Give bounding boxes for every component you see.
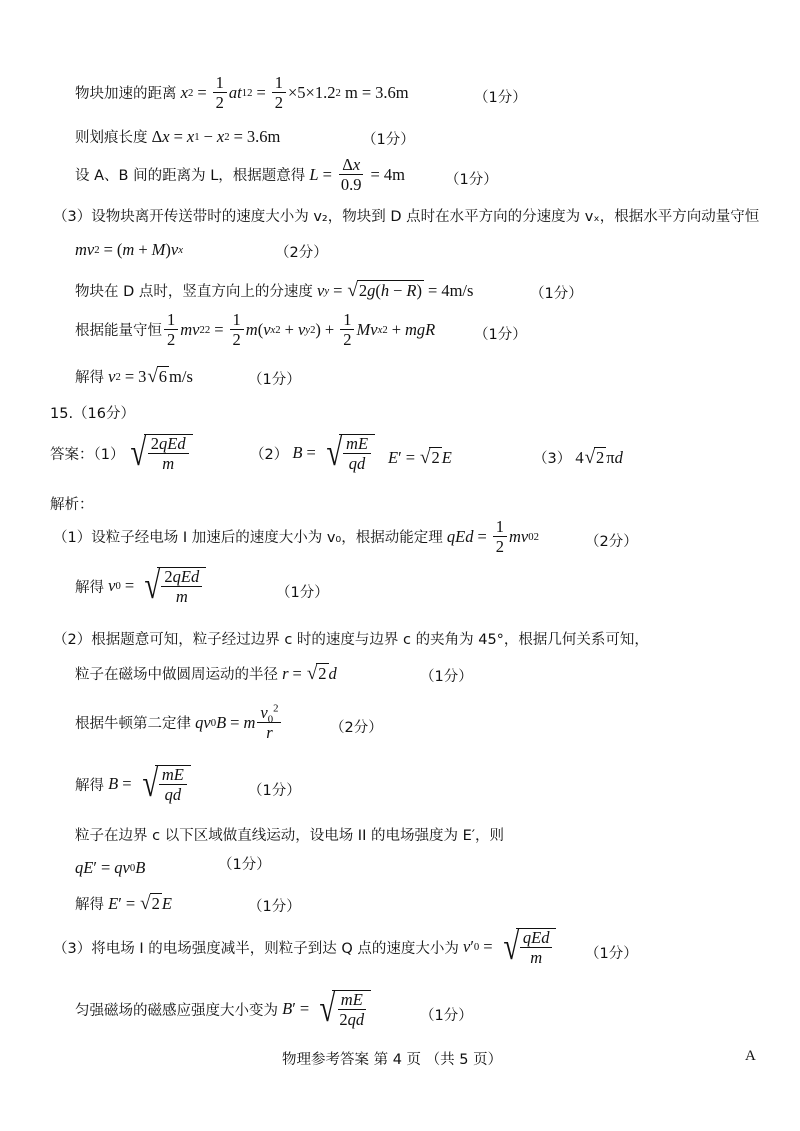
score-8: （2分）	[585, 534, 638, 550]
distance-L-line	[75, 156, 405, 194]
solve-v2-line	[75, 366, 193, 387]
distance-L-label: 设 A、B 间的距离为 L，根据题意得	[75, 168, 306, 185]
newton-label: 根据牛顿第二定律	[75, 716, 191, 733]
solve-B-formula: B = √ $\frac{mE}{qd}$	[104, 765, 191, 804]
score-6: （1分）	[474, 327, 527, 343]
s3-intro-formula: v ′ 0 = √ $\frac{\text{qEd}}{m}$	[459, 928, 557, 967]
vertical-velocity-line	[75, 280, 473, 301]
accel-distance-label: 物块加速的距离	[75, 86, 177, 103]
newton-formula: qv 0 B = m $\frac{v_0^2}{r}$	[191, 704, 283, 742]
score-7: （1分）	[248, 372, 301, 388]
new-field-formula: B ′ = √ $\frac{mE}{2qd}$	[278, 990, 371, 1029]
version-mark: A	[745, 1048, 756, 1064]
score-1: （1分）	[474, 90, 527, 106]
solve-E-label: 解得	[75, 897, 104, 913]
ke-theorem-formula: qEd = $\frac{1}{2}$ mv 0 2	[446, 517, 539, 557]
solve-E-formula: E ′ = √ 2 E	[108, 893, 172, 915]
momentum-formula: mv 2 = ( m + M ) v x	[75, 240, 183, 259]
force-balance-formula: qE ′ = qv 0 B	[75, 858, 146, 877]
score-14: （1分）	[248, 899, 301, 915]
ke-theorem-line	[53, 518, 539, 556]
solve-v2-formula: v 2 = 3 √ 6 m/s	[108, 366, 193, 388]
score-9: （1分）	[276, 585, 329, 601]
score-11: （2分）	[330, 720, 383, 736]
score-4: （2分）	[275, 245, 328, 261]
part3-intro: （3）设物块离开传送带时的速度大小为 v₂，物块到 D 点时在水平方向的分速度为 vₓ，根据水平方向动量守恒	[53, 209, 760, 225]
answer-2: （2） B = √ $\frac{mE}{qd}$	[250, 434, 375, 473]
energy-formula: $\frac{1}{2}$ mv 2 2 = $\frac{1}{2}$ m ( v x 2 + v y 2 ) + $\frac{1}{2}$ Mv x 2 + mgR	[162, 311, 435, 349]
energy-line	[75, 311, 435, 349]
energy-label: 根据能量守恒	[75, 323, 162, 340]
new-field-line	[75, 987, 371, 1030]
scratch-length-line	[75, 126, 280, 147]
page-footer: 物理参考答案 第 4 页 （共 5 页）	[282, 1052, 503, 1068]
solve-v0-label: 解得	[75, 579, 104, 596]
solve-B-label: 解得	[75, 777, 104, 794]
solve-v0-formula: v 0 = √ $\frac{\text{2qEd}}{m}$	[104, 567, 206, 606]
straight-line-text: 粒子在边界 c 以下区域做直线运动，设电场 II 的电场强度为 E′，则	[75, 828, 505, 844]
accel-distance-line	[75, 74, 409, 112]
newton-line	[75, 704, 283, 742]
s3-intro-line	[53, 925, 556, 968]
radius-formula: r = √ 2 d	[282, 663, 337, 685]
answer-2b: E ′ = √ 2 E	[388, 447, 452, 469]
answer-3: （3） 4 √ 2 π d	[533, 447, 623, 469]
score-15: （1分）	[585, 946, 638, 962]
score-5: （1分）	[530, 286, 583, 302]
ke-theorem-label: （1）设粒子经电场 I 加速后的速度大小为 v₀，根据动能定理	[53, 530, 443, 547]
q15-header: 15.（16分）	[50, 406, 136, 422]
scratch-length-label: 则划痕长度	[75, 130, 148, 146]
score-16: （1分）	[420, 1008, 473, 1024]
vertical-velocity-formula: v y = √ 2 g ( h − R ) = 4m/s	[317, 280, 474, 302]
answer-1: 答案：（1） √ $\frac{\text{2qEd}}{m}$	[50, 434, 193, 473]
radius-line	[75, 663, 337, 684]
s3-intro-label: （3）将电场 I 的电场强度减半，则粒子到达 Q 点的速度大小为	[53, 940, 459, 957]
score-13: （1分）	[218, 857, 271, 873]
solve-v2-label: 解得	[75, 370, 104, 386]
answer-3-label: （3）	[533, 451, 572, 467]
analysis-label: 解析：	[50, 497, 94, 513]
accel-distance-formula: x 2 = $\frac{1}{2}$ at 1 2 = $\frac{1}{2}$ ×5×1.2 2 m = 3.6m	[180, 73, 409, 113]
distance-L-formula: L = $\frac{\Delta x}{0.9}$ = 4m	[309, 155, 405, 195]
vertical-velocity-label: 物块在 D 点时，竖直方向上的分速度	[75, 284, 313, 300]
answer-2-label: （2）	[250, 446, 289, 463]
score-12: （1分）	[248, 783, 301, 799]
solve-B-line	[75, 762, 191, 805]
radius-label: 粒子在磁场中做圆周运动的半径	[75, 667, 278, 683]
scratch-length-formula: Δ x = x 1 − x 2 = 3.6m	[147, 126, 281, 146]
score-2: （1分）	[362, 132, 415, 148]
solve-E-line	[75, 893, 172, 914]
new-field-label: 匀强磁场的磁感应强度大小变为	[75, 1002, 278, 1019]
score-3: （1分）	[445, 172, 498, 188]
s2-intro: （2）根据题意可知，粒子经过边界 c 时的速度与边界 c 的夹角为 45°，根据几何关系可知，	[53, 632, 649, 648]
solve-v0-line	[75, 564, 206, 607]
answer-label: 答案：（1）	[50, 446, 125, 463]
score-10: （1分）	[420, 669, 473, 685]
